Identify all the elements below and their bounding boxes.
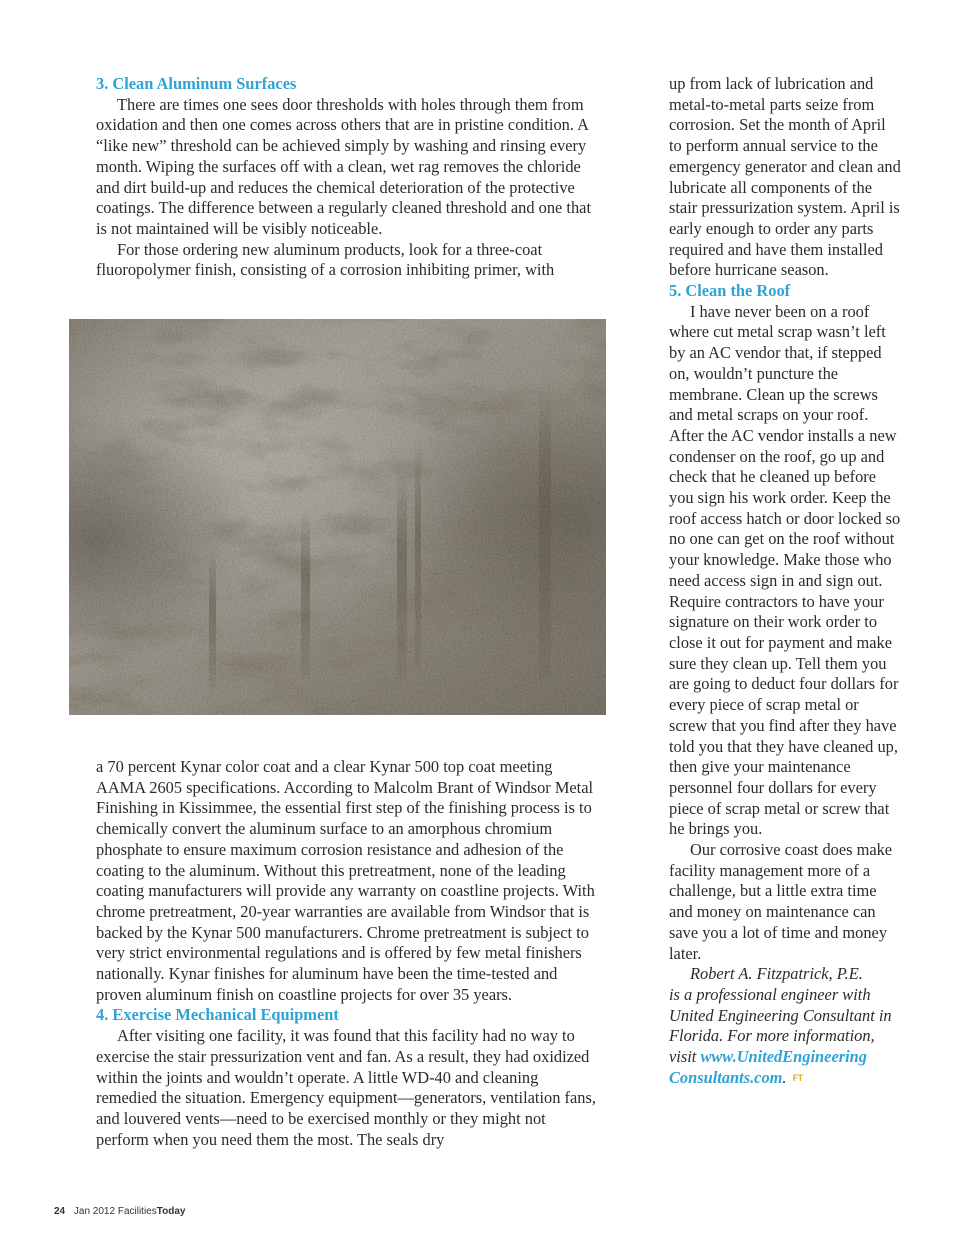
author-bio-end: . <box>782 1067 787 1087</box>
left-column-top <box>96 74 596 281</box>
page-number: 24 <box>54 1206 66 1217</box>
paragraph-mechanical-cont: up from lack of lubrication and metal-to-metal parts seize from corrosion. Set the month of April to perform annual service to the emergency generator and clean and lubricate all components of the stair pressurization system. April is early enough to order any parts required and have them installed before hurricane season. <box>669 74 901 280</box>
website-link[interactable]: www.UnitedEngineering Consultants.com <box>669 1047 867 1087</box>
publication-name <box>118 1206 186 1217</box>
paragraph-closing: Our corrosive coast does make facility management more of a challenge, but a little extra time and money on maintenance can save you a lot of time and money later. <box>669 840 893 963</box>
section-heading-5: 5. Clean the Roof <box>669 281 791 301</box>
corroded-surface-image <box>69 319 606 715</box>
author-name: Robert A. Fitzpatrick, P.E. <box>690 964 863 984</box>
section-heading-4: 4. Exercise Mechanical Equipment <box>96 1005 339 1025</box>
issue-date: Jan 2012 <box>73 1206 116 1217</box>
paragraph-aluminum-1: There are times one sees door thresholds with holes through them from oxidation and then one comes across others that are in pristine condition. A “like new” threshold can be achieved simply by washing and rinsing every month. Wiping the surfaces off with a clean, wet rag removes the chloride and dirt build-up and reduces the chemical deterioration of the protective coatings. The difference between a regularly cleaned threshold and one that is not maintained will be visibly noticeable. <box>96 94 591 238</box>
right-column <box>669 74 901 1088</box>
end-mark-icon: FT <box>792 1072 803 1083</box>
left-column-bottom <box>96 757 596 1150</box>
page-footer <box>54 1206 185 1217</box>
paragraph-roof: I have never been on a roof where cut metal scrap wasn’t left by an AC vendor that, if stepped on, wouldn’t puncture the membrane. Clean up the screws and metal scraps on your roof. After the AC vendor installs a new condenser on the roof, go up and check that he cleaned up before you sign his work order. Keep the roof access hatch or door locked so no one can get on the roof without your knowledge. Make those who need access sign in and sign out. Require contractors to have your signature on their work order to close it out for payment and make sure they clean up. Tell them you are going to deduct four dollars for every piece of scrap metal or screw that you find after they have told you that they have cleaned up, then give your maintenance personnel four dollars for every piece of scrap metal or screw that he brings you. <box>669 301 901 839</box>
author-bio <box>669 985 901 1089</box>
paragraph-aluminum-2-cont: a 70 percent Kynar color coat and a clear Kynar 500 top coat meeting AAMA 2605 specifications. According to Malcolm Brant of Windsor Metal Finishing in Kissimmee, the essential first step of the finishing process is to chemically convert the aluminum surface to an amorphous chromium phosphate to ensure maximum corrosion resistance and adhesion of the coating to the aluminum. Without this pretreatment, none of the leading coating manufacturers will provide any warranty on coastline projects. With chrome pretreatment, 20-year warranties are available from Windsor that is backed by the Kynar 500 manufacturers. Chrome pretreatment is subject to very strict environmental regulations and is offered by few metal finishers nationally. Kynar finishes for aluminum have been the time-tested and proven aluminum finish on coastline projects for over 35 years. <box>96 757 595 1004</box>
paragraph-aluminum-2-start: For those ordering new aluminum products, look for a three-coat fluoropolymer finish, consisting of a corrosion inhibiting primer, with <box>96 239 555 280</box>
paragraph-mechanical: After visiting one facility, it was found that this facility had no way to exercise the stair pressurization vent and fan. As a result, they had oxidized within the joints and wouldn’t operate. A little WD-40 and cleaning remedied the situation. Emergency equipment—generators, ventilation fans, and louvered vents—need to be exercised monthly or they might not perform when you need them the most. The seals dry <box>96 1026 596 1149</box>
publication-name-part-1: Facilities <box>117 1206 157 1217</box>
author-bio-text: is a professional engineer with United Engineering Consultant in Florida. For more information, visit <box>669 984 892 1067</box>
publication-name-part-2: Today <box>156 1206 186 1217</box>
corroded-surface-photo <box>69 319 606 715</box>
section-heading-3: 3. Clean Aluminum Surfaces <box>96 74 297 93</box>
